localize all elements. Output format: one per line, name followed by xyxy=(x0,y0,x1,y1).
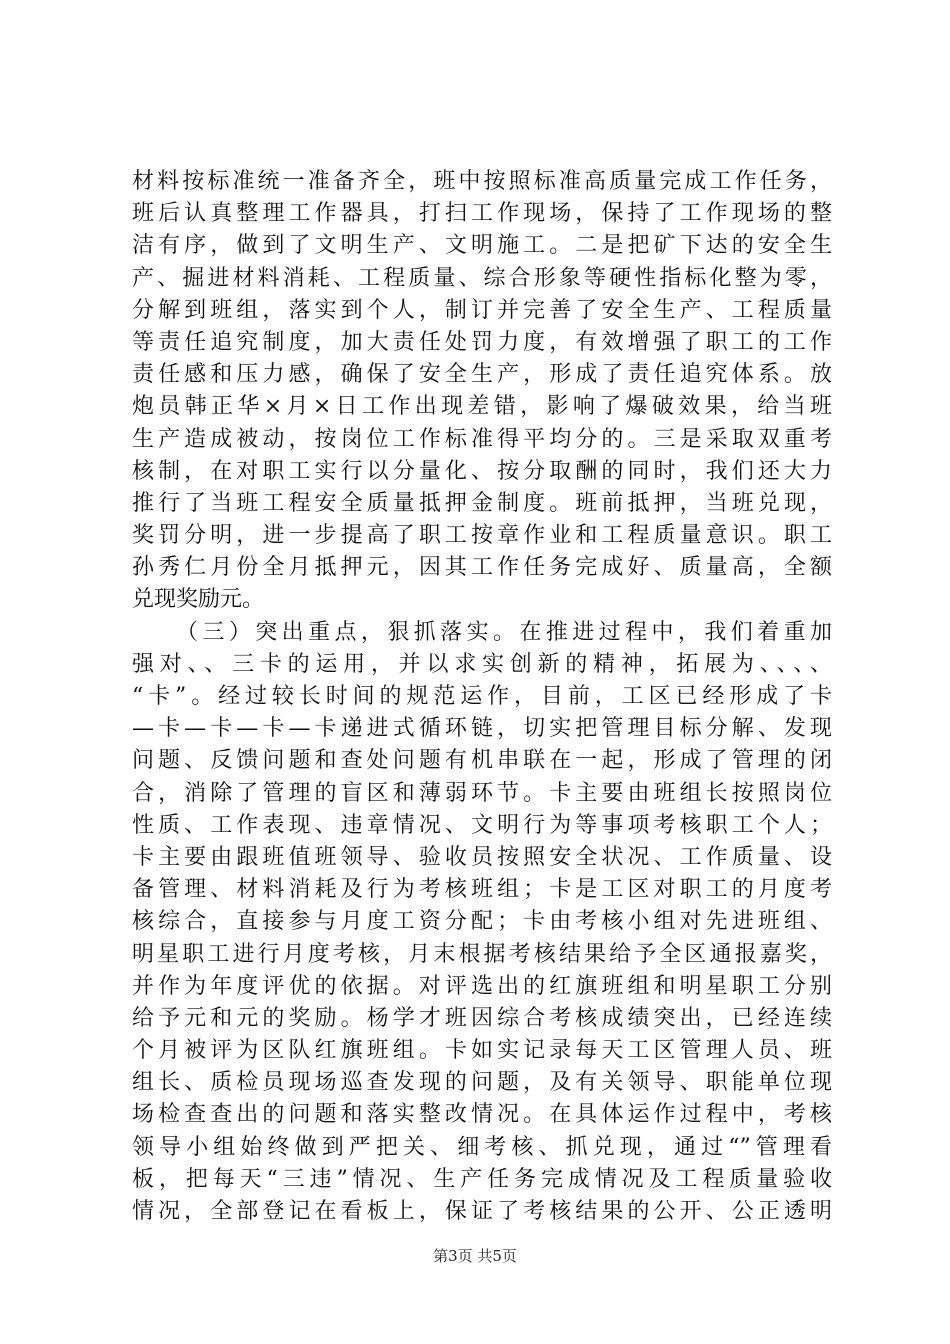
text-line: 兑现奖励元。 xyxy=(132,587,265,613)
text-line: 领导小组始终做到严把关、细考核、抓兑现，通过“”管理看 xyxy=(132,1134,832,1160)
text-line: 情况，全部登记在看板上，保证了考核结果的公开、公正透明 xyxy=(132,1199,832,1224)
text-line: （三）突出重点，狠抓落实。在推进过程中，我们着重加 xyxy=(176,619,832,645)
text-line: 炮员韩正华×月×日工作出现差错，影响了爆破效果，给当班 xyxy=(132,394,832,420)
text-line: 责任感和压力感，确保了安全生产，形成了责任追究体系。放 xyxy=(132,362,832,388)
text-line: 强对、、三卡的运用，并以求实创新的精神，拓展为、、、、 xyxy=(132,651,832,677)
text-line: 问题、反馈问题和查处问题有机串联在一起，形成了管理的闭 xyxy=(132,748,832,774)
text-line: 场检查查出的问题和落实整改情况。在具体运作过程中，考核 xyxy=(132,1102,832,1128)
text-line: 并作为年度评优的依据。对评选出的红旗班组和明星职工分别 xyxy=(132,973,832,999)
text-line: 材料按标准统一准备齐全，班中按照标准高质量完成工作任务， xyxy=(132,169,832,194)
text-line: 卡主要由跟班值班领导、验收员按照安全状况、工作质量、设 xyxy=(132,844,832,870)
page-footer: 第3页 共5页 xyxy=(433,1247,517,1265)
text-line: 性质、工作表现、违章情况、文明行为等事项考核职工个人； xyxy=(132,812,832,838)
text-line: 推行了当班工程安全质量抵押金制度。班前抵押，当班兑现， xyxy=(132,490,832,516)
text-line: 孙秀仁月份全月抵押元，因其工作任务完成好、质量高，全额 xyxy=(132,555,832,581)
text-line: 班后认真整理工作器具，打扫工作现场，保持了工作现场的整 xyxy=(132,201,832,227)
text-line: “卡”。经过较长时间的规范运作，目前，工区已经形成了卡 xyxy=(132,684,832,709)
text-line: 合，消除了管理的盲区和薄弱环节。卡主要由班组长按照岗位 xyxy=(132,780,832,806)
text-line: 个月被评为区队红旗班组。卡如实记录每天工区管理人员、班 xyxy=(132,1038,832,1064)
text-line: 等责任追究制度，加大责任处罚力度，有效增强了职工的工作 xyxy=(132,329,832,355)
text-line: 明星职工进行月度考核，月末根据考核结果给予全区通报嘉奖， xyxy=(132,941,832,967)
text-line: 板，把每天“三违”情况、生产任务完成情况及工程质量验收 xyxy=(132,1166,832,1192)
text-line: 核综合，直接参与月度工资分配；卡由考核小组对先进班组、 xyxy=(132,909,832,935)
text-line: 分解到班组，落实到个人，制订并完善了安全生产、工程质量 xyxy=(132,297,832,323)
text-line: 产、掘进材料消耗、工程质量、综合形象等硬性指标化整为零， xyxy=(132,265,832,291)
text-line: 给予元和元的奖励。杨学才班因综合考核成绩突出，已经连续 xyxy=(132,1005,832,1031)
text-line: 奖罚分明，进一步提高了职工按章作业和工程质量意识。职工 xyxy=(132,523,832,549)
text-line: —卡—卡—卡—卡递进式循环链，切实把管理目标分解、发现 xyxy=(132,716,832,742)
body-text xyxy=(132,166,832,1228)
text-line: 组长、质检员现场巡查发现的问题，及有关领导、职能单位现 xyxy=(132,1070,832,1096)
text-line: 生产造成被动，按岗位工作标准得平均分的。三是采取双重考 xyxy=(132,426,832,452)
text-line: 洁有序，做到了文明生产、文明施工。二是把矿下达的安全生 xyxy=(132,233,832,259)
text-line: 核制，在对职工实行以分量化、按分取酬的同时，我们还大力 xyxy=(132,458,832,484)
text-line: 备管理、材料消耗及行为考核班组；卡是工区对职工的月度考 xyxy=(132,877,832,903)
